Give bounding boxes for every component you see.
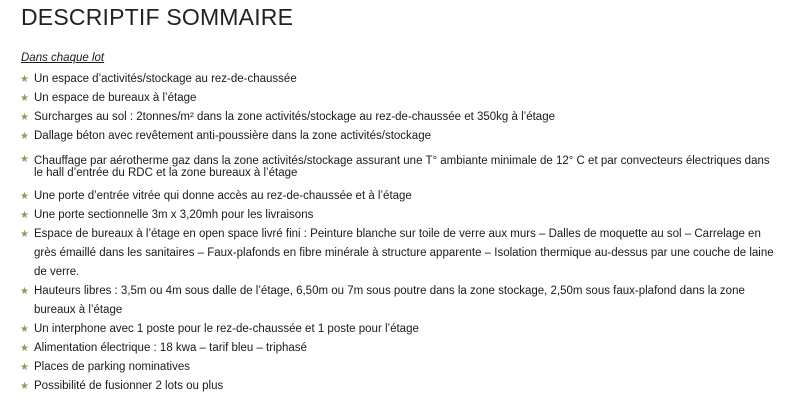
list-item-text: Une porte d’entrée vitrée qui donne accès au rez-de-chaussée et à l’étage [34, 190, 412, 202]
list-item [20, 206, 780, 225]
star-icon: ★ [20, 131, 29, 142]
page-title: DESCRIPTIF SOMMAIRE [21, 4, 294, 30]
star-icon: ★ [20, 381, 29, 392]
star-icon: ★ [20, 362, 29, 373]
list-item [20, 225, 780, 282]
star-icon: ★ [20, 210, 29, 221]
list-item-text: Alimentation électrique : 18 kwa – tarif bleu – triphasé [34, 342, 307, 354]
list-item [20, 339, 780, 358]
list-item [20, 320, 780, 339]
list-item [20, 127, 780, 146]
list-item [20, 151, 780, 182]
star-icon: ★ [20, 154, 29, 165]
section-subtitle: Dans chaque lot [21, 52, 105, 64]
list-item-text: Possibilité de fusionner 2 lots ou plus [34, 380, 224, 392]
list-item [20, 358, 780, 377]
star-icon: ★ [20, 324, 29, 335]
list-item [20, 89, 780, 108]
list-item [20, 108, 780, 127]
star-icon: ★ [20, 191, 29, 202]
list-item [20, 282, 780, 320]
list-item-text: Dallage béton avec revêtement anti-poussière dans la zone activités/stockage [34, 130, 431, 142]
star-icon: ★ [20, 229, 29, 240]
star-icon: ★ [20, 74, 29, 85]
list-item-text: Chauffage par aérotherme gaz dans la zone activités/stockage assurant une T° ambiante minimale de 12° C et par convecteurs électriques dans le hall d’entrée du RDC et la zone bureaux à l’étage [34, 155, 770, 179]
star-icon: ★ [20, 112, 29, 123]
list-item-text: Un espace d’activités/stockage au rez-de-chaussée [34, 73, 297, 85]
list-item-text: Un espace de bureaux à l’étage [34, 92, 197, 104]
list-item-text: Un interphone avec 1 poste pour le rez-de-chaussée et 1 poste pour l’étage [34, 323, 419, 335]
star-icon: ★ [20, 343, 29, 354]
list-item-text: Espace de bureaux à l’étage en open space livré fini : Peinture blanche sur toile de verre aux murs – Dalles de moquette au sol – Carrelage en grès émaillé dans les sanitaires – Faux-plafonds en fibre minérale à structure apparente – Isolation thermique au-dessus par une couche de laine de verre. [34, 228, 774, 278]
list-item-text: Places de parking nominatives [34, 361, 190, 373]
star-icon: ★ [20, 93, 29, 104]
list-item [20, 70, 780, 89]
list-item-text: Hauteurs libres : 3,5m ou 4m sous dalle de l’étage, 6,50m ou 7m sous poutre dans la zone stockage, 2,50m sous faux-plafond dans la zone bureaux à l’étage [34, 285, 745, 316]
list-item [20, 187, 780, 206]
list-item-text: Une porte sectionnelle 3m x 3,20mh pour les livraisons [34, 209, 314, 221]
description-list [20, 70, 780, 396]
list-item-text: Surcharges au sol : 2tonnes/m² dans la zone activités/stockage au rez-de-chaussée et 350kg à l’étage [34, 111, 555, 123]
list-item [20, 377, 780, 396]
star-icon: ★ [20, 286, 29, 297]
